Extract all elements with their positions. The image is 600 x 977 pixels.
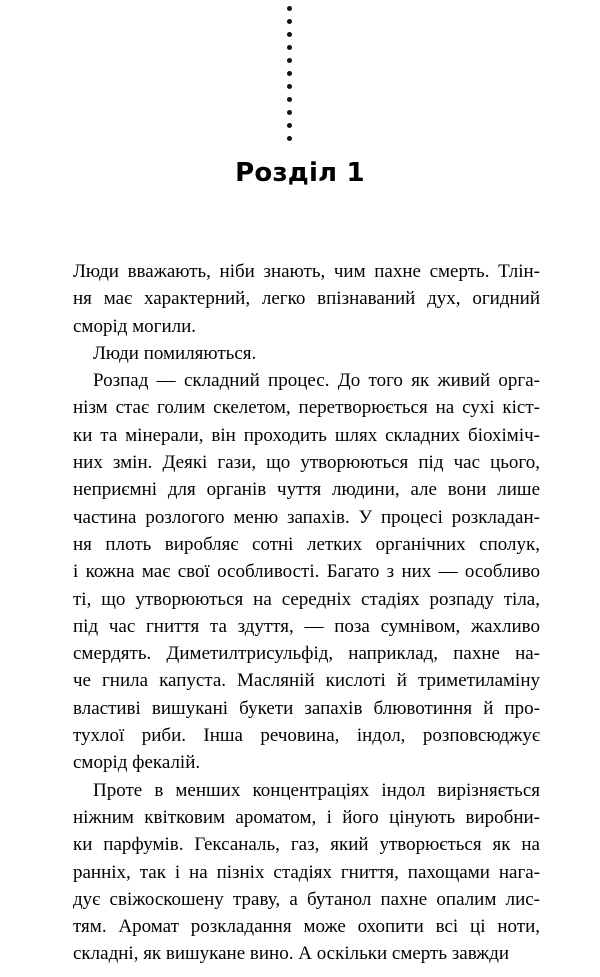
text-line: ки та мінерали, він проходить шлях складних біохіміч- — [73, 424, 540, 446]
text-line: сморід фекалій. — [73, 752, 201, 774]
dotted-line-ornament — [285, 6, 295, 156]
text-line: тухлої риби. Інша речовина, індол, розповсюджує — [73, 725, 540, 747]
text-line: і кожна має свої особливості. Багато з них — особливо — [73, 561, 540, 583]
text-line: Розпад — складний процес. До того як живий орга- — [93, 370, 540, 392]
text-line: Проте в менших концентраціях індол вирізняється — [93, 779, 540, 801]
text-line: че гнила капуста. Масляній кислоті й триметиламіну — [73, 670, 540, 692]
text-line: Люди вважають, ніби знають, чим пахне смерть. Тлін- — [73, 261, 540, 282]
chapter-title: Розділ 1 — [235, 158, 365, 188]
text-line: ня плоть виробляє сотні летких органічних сполук, — [73, 533, 540, 555]
text-line: Люди помиляються. — [93, 342, 257, 364]
chapter-body-text — [53, 258, 540, 968]
text-line: них змін. Деякі гази, що утворюються під час цього, — [73, 452, 540, 474]
paragraph — [53, 340, 540, 367]
text-line: властиві вишукані букети запахів блювотиння й про- — [73, 697, 540, 719]
text-line: ніжним квітковим ароматом, і його цінують виробни- — [73, 806, 540, 828]
text-line: під час гниття та здуття, — поза сумнівом, жахливо — [73, 615, 540, 637]
text-line: смердять. Диметилтрисульфід, наприклад, пахне на- — [73, 643, 540, 665]
text-line: нізм стає голим скелетом, перетворюється на сухі кіст- — [73, 397, 540, 419]
text-line: неприємні для органів чуття людини, але вони лише — [73, 479, 540, 501]
text-line: ранніх, так і на пізніх стадіях гниття, пахощами нага- — [73, 861, 540, 883]
paragraph — [53, 777, 540, 968]
text-line: сморід могили. — [73, 315, 197, 337]
text-line: тям. Аромат розкладання може охопити всі ці ноти, — [73, 916, 540, 938]
paragraph — [53, 258, 540, 340]
text-line: ки парфумів. Гексаналь, газ, який утворюється як на — [73, 834, 540, 856]
text-line: складні, як вишукане вино. А оскільки смерть завжди — [73, 943, 510, 965]
paragraph — [53, 367, 540, 776]
text-line: ті, що утворюються на середніх стадіях розпаду тіла, — [73, 588, 540, 610]
text-line: частина розлогого меню запахів. У процесі розкладан- — [73, 506, 540, 528]
text-line: ня має характерний, легко впізнаваний дух, огидний — [73, 288, 540, 310]
text-line: дує свіжоскошену траву, а бутанол пахне опалим лис- — [73, 888, 540, 910]
